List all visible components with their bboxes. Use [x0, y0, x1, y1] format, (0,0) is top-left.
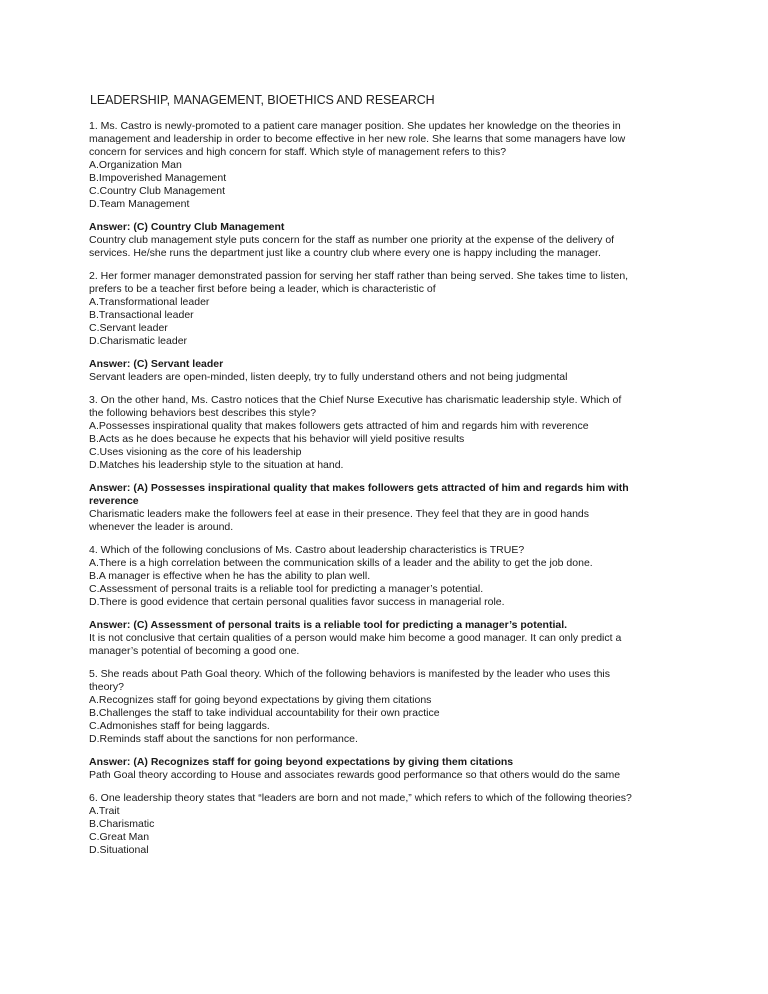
answer-heading: Answer: (C) Servant leader — [89, 358, 224, 370]
answer-heading: Answer: (A) Recognizes staff for going beyond expectations by giving them citations — [89, 756, 514, 768]
answer-option: A.Trait — [89, 805, 120, 817]
question-block — [89, 120, 685, 211]
answer-option: A.Possesses inspirational quality that makes followers gets attracted of him and regards him with reverence — [89, 420, 589, 432]
answer-heading: Answer: (C) Country Club Management — [89, 221, 285, 233]
document-body — [89, 120, 685, 867]
answer-option: B.Transactional leader — [89, 309, 194, 321]
answer-option: A.Transformational leader — [89, 296, 210, 308]
question-text: 1. Ms. Castro is newly-promoted to a patient care manager position. She updates her knowledge on the theories in — [89, 120, 621, 132]
answer-option: B.Charismatic — [89, 818, 155, 830]
answer-explanation: services. He/she runs the department just like a country club where every one is happy including the manager. — [89, 247, 601, 259]
answer-heading: reverence — [89, 495, 139, 507]
answer-option: D.Reminds staff about the sanctions for non performance. — [89, 733, 358, 745]
answer-option: D.Situational — [89, 844, 149, 856]
answer-option: A.There is a high correlation between the communication skills of a leader and the ability to get the job done. — [89, 557, 593, 569]
answer-option: A.Recognizes staff for going beyond expectations by giving them citations — [89, 694, 432, 706]
question-block — [89, 668, 685, 746]
question-block — [89, 270, 685, 348]
question-block — [89, 394, 685, 472]
answer-option: C.Assessment of personal traits is a reliable tool for predicting a manager’s potential. — [89, 583, 484, 595]
answer-option: D.There is good evidence that certain personal qualities favor success in managerial role. — [89, 596, 505, 608]
question-block — [89, 544, 685, 609]
answer-heading: Answer: (A) Possesses inspirational quality that makes followers gets attracted of him and regards him with — [89, 482, 629, 494]
answer-explanation: Path Goal theory according to House and associates rewards good performance so that others would do the same — [89, 769, 621, 781]
answer-option: B.A manager is effective when he has the ability to plan well. — [89, 570, 371, 582]
question-block — [89, 792, 685, 857]
answer-option: D.Team Management — [89, 198, 190, 210]
answer-option: C.Admonishes staff for being laggards. — [89, 720, 270, 732]
answer-option: C.Country Club Management — [89, 185, 225, 197]
answer-option: D.Matches his leadership style to the situation at hand. — [89, 459, 344, 471]
answer-explanation: manager’s potential of becoming a good one. — [89, 645, 300, 657]
answer-option: C.Uses visioning as the core of his leadership — [89, 446, 302, 458]
answer-block — [89, 482, 685, 534]
question-text: 2. Her former manager demonstrated passion for serving her staff rather than being served. She takes time to listen, — [89, 270, 629, 282]
question-text: 4. Which of the following conclusions of Ms. Castro about leadership characteristics is TRUE? — [89, 544, 525, 556]
answer-block — [89, 619, 685, 658]
document-title: LEADERSHIP, MANAGEMENT, BIOETHICS AND RESEARCH — [90, 93, 435, 107]
question-text: 5. She reads about Path Goal theory. Which of the following behaviors is manifested by the leader who uses this — [89, 668, 611, 680]
answer-option: D.Charismatic leader — [89, 335, 188, 347]
question-text: 3. On the other hand, Ms. Castro notices that the Chief Nurse Executive has charismatic leadership style. Which of — [89, 394, 622, 406]
question-text: theory? — [89, 681, 125, 693]
question-text: prefers to be a teacher first before being a leader, which is characteristic of — [89, 283, 436, 295]
answer-block — [89, 358, 685, 384]
answer-explanation: Country club management style puts concern for the staff as number one priority at the expense of the delivery of — [89, 234, 615, 246]
answer-option: C.Great Man — [89, 831, 150, 843]
answer-block — [89, 756, 685, 782]
answer-block — [89, 221, 685, 260]
answer-option: B.Impoverished Management — [89, 172, 227, 184]
answer-explanation: Servant leaders are open-minded, listen deeply, try to fully understand others and not being judgmental — [89, 371, 568, 383]
answer-option: B.Acts as he does because he expects that his behavior will yield positive results — [89, 433, 465, 445]
answer-option: A.Organization Man — [89, 159, 182, 171]
question-text: the following behaviors best describes this style? — [89, 407, 317, 419]
answer-option: B.Challenges the staff to take individual accountability for their own practice — [89, 707, 440, 719]
answer-option: C.Servant leader — [89, 322, 168, 334]
answer-explanation: whenever the leader is around. — [89, 521, 234, 533]
question-text: concern for services and high concern for staff. Which style of management refers to this? — [89, 146, 507, 158]
answer-heading: Answer: (C) Assessment of personal traits is a reliable tool for predicting a manager’s potential. — [89, 619, 568, 631]
answer-explanation: Charismatic leaders make the followers feel at ease in their presence. They feel that they are in good hands — [89, 508, 590, 520]
answer-explanation: It is not conclusive that certain qualities of a person would make him become a good manager. It can only predict a — [89, 632, 622, 644]
question-text: management and leadership in order to become effective in her new role. She learns that some managers have low — [89, 133, 626, 145]
question-text: 6. One leadership theory states that “leaders are born and not made,” which refers to which of the following theories? — [89, 792, 632, 804]
